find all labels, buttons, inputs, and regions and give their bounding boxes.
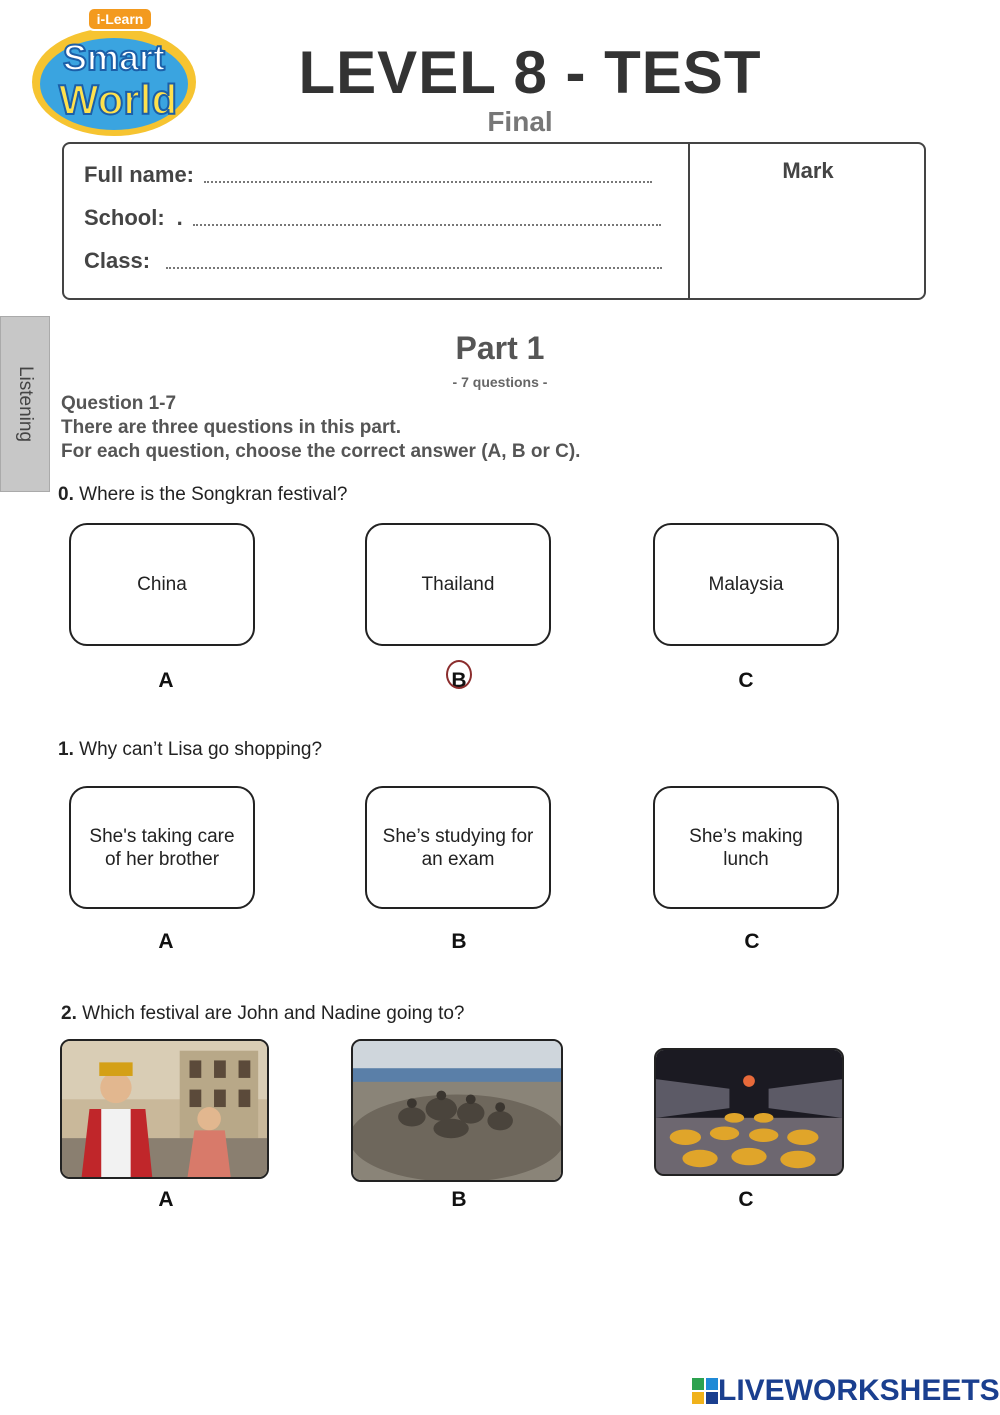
full-name-field[interactable]	[204, 180, 652, 183]
question-number: 2.	[61, 1003, 77, 1024]
q2-letter-a[interactable]: A	[158, 1188, 174, 1211]
school-row	[84, 205, 661, 231]
question-text: Where is the Songkran festival?	[79, 484, 348, 505]
side-tab-label: Listening	[15, 365, 36, 443]
school-field[interactable]	[193, 223, 661, 226]
q2-option-a-photo[interactable]	[60, 1039, 269, 1179]
svg-text:i-Learn: i-Learn	[96, 11, 144, 27]
liveworksheets-wordmark: LIVEWORKSHEETS	[718, 1374, 1000, 1407]
liveworksheets-logo	[692, 1374, 1000, 1408]
page-title: LEVEL 8 - TEST	[298, 39, 762, 106]
part-subtitle: - 7 questions -	[452, 374, 548, 390]
q1-letter-c[interactable]: C	[744, 930, 760, 953]
q2-option-b-photo[interactable]	[351, 1039, 563, 1182]
full-name-row	[84, 162, 652, 188]
listening-side-tab	[0, 316, 50, 492]
school-dot: .	[176, 205, 183, 230]
q1-letter-a[interactable]: A	[158, 930, 174, 953]
question-number: 1.	[58, 739, 74, 760]
q1-option-a[interactable]: She's taking care of her brother	[69, 786, 255, 909]
question-text: Why can’t Lisa go shopping?	[79, 739, 323, 760]
class-label: Class:	[84, 248, 151, 273]
svg-text:World: World	[58, 76, 178, 123]
q1-option-c[interactable]: She’s making lunch	[653, 786, 839, 909]
instruction-line-1: Question 1-7	[61, 393, 177, 414]
q1-option-b[interactable]: She’s studying for an exam	[365, 786, 551, 909]
smart-world-logo	[28, 6, 203, 138]
q2-letter-c[interactable]: C	[738, 1188, 754, 1211]
school-label: School:	[84, 205, 165, 230]
q0-letter-b[interactable]: B	[451, 669, 467, 692]
class-row	[84, 248, 662, 274]
question-0	[58, 484, 347, 506]
q1-letter-b[interactable]: B	[451, 930, 467, 953]
question-number: 0.	[58, 484, 74, 505]
question-text: Which festival are John and Nadine going to?	[82, 1003, 465, 1024]
q0-letter-c[interactable]: C	[738, 669, 754, 692]
q0-option-c[interactable]: Malaysia	[653, 523, 839, 646]
class-field[interactable]	[166, 266, 662, 269]
q0-option-a[interactable]: China	[69, 523, 255, 646]
full-name-label: Full name:	[84, 162, 195, 187]
selected-answer-circle	[446, 660, 472, 689]
q2-letter-b[interactable]: B	[451, 1188, 467, 1211]
page-subtitle: Final	[487, 106, 553, 137]
instruction-line-3: For each question, choose the correct answer (A, B or C).	[61, 441, 581, 462]
liveworksheets-icon	[692, 1378, 718, 1404]
question-2	[61, 1003, 465, 1025]
part-title: Part 1	[455, 330, 545, 366]
q0-letter-a[interactable]: A	[158, 669, 174, 692]
instruction-line-2: There are three questions in this part.	[61, 417, 401, 438]
question-1	[58, 739, 322, 761]
mark-label: Mark	[782, 158, 834, 183]
q2-option-c-photo[interactable]	[654, 1048, 844, 1176]
svg-text:Smart: Smart	[62, 37, 166, 78]
q0-option-b[interactable]: Thailand	[365, 523, 551, 646]
